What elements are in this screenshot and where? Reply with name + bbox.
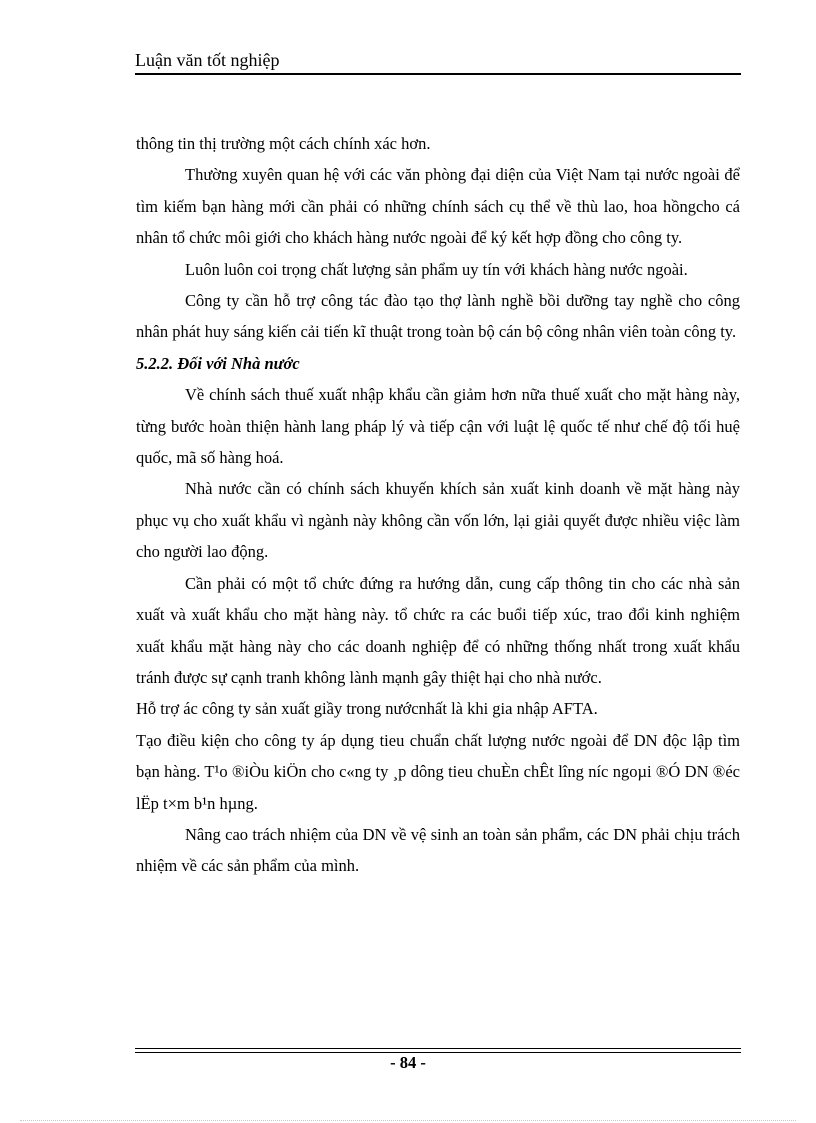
paragraph-encourage-production: Nhà nước cần có chính sách khuyến khích sản xuất kinh doanh về mặt hàng này phục vụ cho xuất khẩu vì ngành này không cần vốn lớn, lại giải quyết được nhiều việc làm cho người lao động. [136,479,740,562]
page-body [136,128,740,882]
paragraph-continuation: thông tin thị trường một cách chính xác hơn. [136,134,431,153]
paragraph-quality-standards: Tạo điều kiện cho công ty áp dụng tieu chuẩn chất lượng nước ngoài để DN độc lập tìm bạn hàng. T¹o ®iÒu kiÖn cho c«ng ty ¸p dông tieu chuÈn chÊt lîng níc ngoµi ®Ó DN ®éc lËp t×m b¹n hµng. [136,730,740,813]
paragraph-tax-policy: Về chính sách thuế xuất nhập khẩu cần giảm hơn nữa thuế xuất cho mặt hàng này, từng bước hoàn thiện hành lang pháp lý và tiếp cận với luật lệ quốc tế như chế độ tối huệ quốc, mã số hàng hoá. [136,385,740,468]
paragraph-afta-support: Hỗ trợ ác công ty sản xuất giầy trong nướcnhất là khi gia nhập AFTA. [136,699,598,719]
paragraph-representative-offices: Thường xuyên quan hệ với các văn phòng đại diện của Việt Nam tại nước ngoài để tìm kiếm bạn hàng mới cần phải có những chính sách cụ thể về thù lao, hoa hồngcho cá nhân tổ chức môi giới cho khách hàng nước ngoài để ký kết hợp đồng cho công ty. [136,165,740,248]
paragraph-worker-training: Công ty cần hỗ trợ công tác đào tạo thợ lành nghề bồi dưỡng tay nghề cho công nhân phát huy sáng kiến cải tiến kĩ thuật trong toàn bộ cán bộ công nhân viên toàn công ty. [136,291,740,342]
page-edge-dotted-line [20,1120,796,1121]
page-number: - 84 - [390,1053,426,1072]
paragraph-product-quality: Luôn luôn coi trọng chất lượng sản phẩm uy tín với khách hàng nước ngoài. [185,259,688,279]
header-rule [135,73,741,75]
paragraph-food-safety: Nâng cao trách nhiệm của DN về vệ sinh an toàn sản phẩm, các DN phải chịu trách nhiệm về các sản phẩm của mình. [136,824,740,876]
section-heading: 5.2.2. Đối với Nhà nước [136,353,300,373]
running-header-title: Luận văn tốt nghiệp [135,50,280,70]
paragraph-guidance-organization: Cần phải có một tổ chức đứng ra hướng dẫn, cung cấp thông tin cho các nhà sản xuất và xuất khẩu cho mặt hàng này. tổ chức ra các buổi tiếp xúc, trao đổi kinh nghiệm xuất khẩu mặt hàng này cho các doanh nghiệp để có những thống nhất trong xuất khẩu tránh được sự cạnh tranh không lành mạnh gây thiệt hại cho nhà nước. [136,573,740,687]
